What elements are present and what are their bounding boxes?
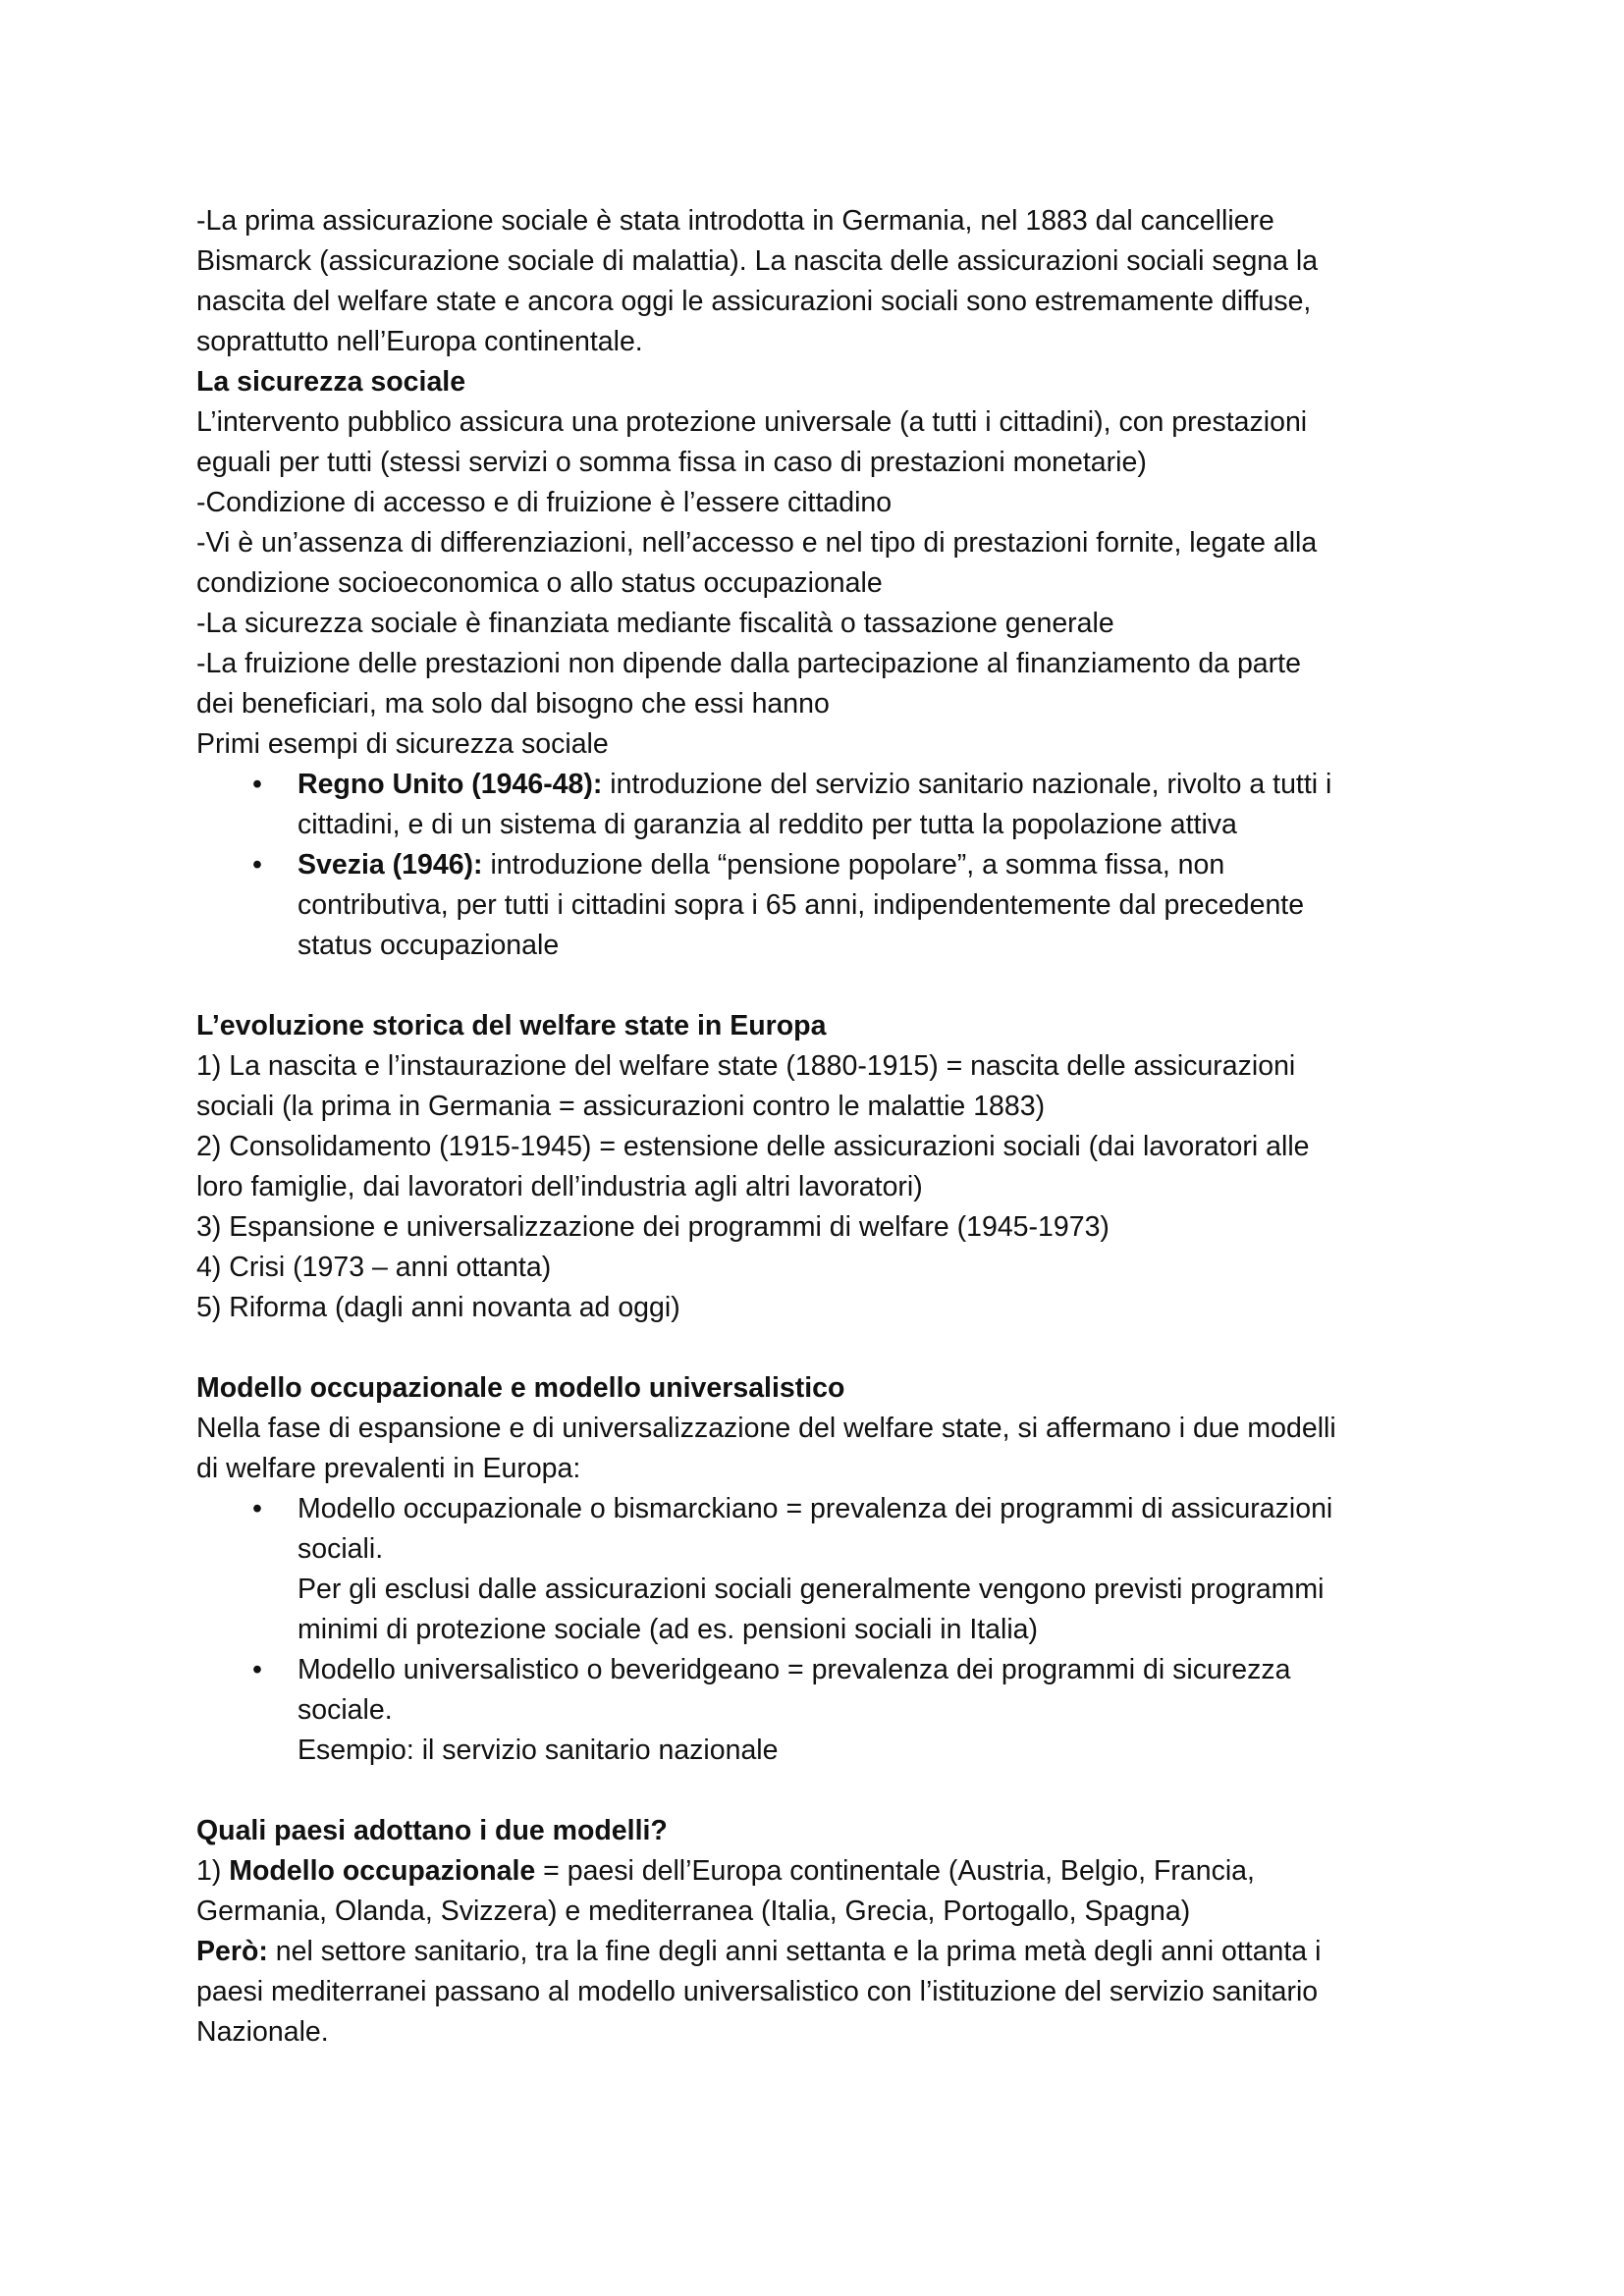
bullet-item-modello-universalistico [196,1650,1443,1771]
text-line: sociali (la prima in Germania = assicurazioni contro le malattie 1883) [196,1091,1046,1122]
text-line: sociale. [298,1694,393,1726]
text-line: minimi di protezione sociale (ad es. pensioni sociali in Italia) [298,1614,1039,1645]
text-line: paesi mediterranei passano al modello universalistico con l’istituzione del servizio sanitario [196,1976,1319,2007]
text-line: -Vi è un’assenza di differenziazioni, nell’accesso e nel tipo di prestazioni fornite, legate alla [196,527,1318,559]
text-line [196,1851,1443,1892]
text-line: -Condizione di accesso e di fruizione è l’essere cittadino [196,487,893,518]
text-line: Germania, Olanda, Svizzera) e mediterranea (Italia, Grecia, Portogallo, Spagna) [196,1896,1191,1927]
blank-line [196,1328,1443,1368]
text-line [298,765,1443,805]
text-line: dei beneficiari, ma solo dal bisogno che essi hanno [196,688,830,720]
text-line: 5) Riforma (dagli anni novanta ad oggi) [196,1292,680,1323]
bullet-icon: • [252,1654,262,1685]
text-line: sociali. [298,1533,384,1565]
text-line: Primi esempi di sicurezza sociale [196,728,609,760]
text-line: 1) La nascita e l’instaurazione del welfare state (1880-1915) = nascita delle assicurazioni [196,1050,1296,1082]
text-line: contributiva, per tutti i cittadini sopra i 65 anni, indipendentemente dal precedente [298,889,1305,921]
section-heading: La sicurezza sociale [196,366,466,398]
section-quali-paesi [196,1811,1443,2053]
text-line: condizione socioeconomica o allo status occupazionale [196,567,883,599]
text-line [196,1932,1443,1972]
text-line [298,845,1443,885]
bullet-item-svezia [196,845,1443,966]
section-heading: Quali paesi adottano i due modelli? [196,1815,668,1846]
bullet-icon: • [252,1493,262,1524]
text-line: nascita del welfare state e ancora oggi le assicurazioni sociali sono estremamente diffuse, [196,286,1312,317]
text-line: status occupazionale [298,930,560,961]
text-line: Nazionale. [196,2016,329,2048]
text-line: 3) Espansione e universalizzazione dei programmi di welfare (1945-1973) [196,1211,1110,1243]
text-line: soprattutto nell’Europa continentale. [196,326,643,357]
text-line: Modello universalistico o beveridgeano = prevalenza dei programmi di sicurezza [298,1654,1291,1685]
text-line: 4) Crisi (1973 – anni ottanta) [196,1252,552,1283]
bullet-item-regno-unito [196,765,1443,845]
document-page [196,201,1443,2053]
text-line: Nella fase di espansione e di universalizzazione del welfare state, si affermano i due modelli [196,1413,1336,1444]
text-line: eguali per tutti (stessi servizi o somma fissa in caso di prestazioni monetarie) [196,447,1147,478]
text-line: -La prima assicurazione sociale è stata introdotta in Germania, nel 1883 dal cancelliere [196,205,1274,237]
bullet-bold-label: Regno Unito (1946-48): [298,769,603,800]
bullet-text: introduzione del servizio sanitario nazionale, rivolto a tutti i [602,769,1332,800]
bullet-item-modello-occupazionale [196,1489,1443,1650]
text-line: 2) Consolidamento (1915-1945) = estensione delle assicurazioni sociali (dai lavoratori alle [196,1131,1310,1162]
text-line: loro famiglie, dai lavoratori dell’industria agli altri lavoratori) [196,1171,923,1202]
list-number: 1) [196,1855,230,1887]
bullet-icon: • [252,769,262,800]
inline-text: = paesi dell’Europa continentale (Austria, Belgio, Francia, [535,1855,1255,1887]
text-line: di welfare prevalenti in Europa: [196,1453,581,1484]
bold-term: Modello occupazionale [229,1855,536,1887]
blank-line [196,1771,1443,1811]
text-line: Per gli esclusi dalle assicurazioni sociali generalmente vengono previsti programmi [298,1574,1325,1605]
bold-term: Però: [196,1936,268,1967]
section-heading: Modello occupazionale e modello universalistico [196,1372,845,1404]
text-line: -La fruizione delle prestazioni non dipende dalla partecipazione al finanziamento da parte [196,648,1301,679]
text-line: L’intervento pubblico assicura una protezione universale (a tutti i cittadini), con prestazioni [196,406,1308,438]
inline-text: nel settore sanitario, tra la fine degli anni settanta e la prima metà degli anni ottanta i [267,1936,1322,1967]
section-heading: L’evoluzione storica del welfare state in Europa [196,1010,827,1041]
intro-paragraph [196,201,1443,362]
text-line: cittadini, e di un sistema di garanzia al reddito per tutta la popolazione attiva [298,809,1237,840]
bullet-bold-label: Svezia (1946): [298,849,483,881]
text-line: Bismarck (assicurazione sociale di malattia). La nascita delle assicurazioni sociali segna la [196,245,1319,277]
text-line: -La sicurezza sociale è finanziata mediante fiscalità o tassazione generale [196,608,1114,639]
section-evoluzione-storica [196,1006,1443,1328]
bullet-icon: • [252,849,262,881]
section-sicurezza-sociale [196,362,1443,966]
blank-line [196,966,1443,1006]
bullet-text: introduzione della “pensione popolare”, a somma fissa, non [482,849,1225,881]
section-modelli [196,1368,1443,1771]
text-line: Esempio: il servizio sanitario nazionale [298,1735,779,1766]
text-line: Modello occupazionale o bismarckiano = prevalenza dei programmi di assicurazioni [298,1493,1333,1524]
